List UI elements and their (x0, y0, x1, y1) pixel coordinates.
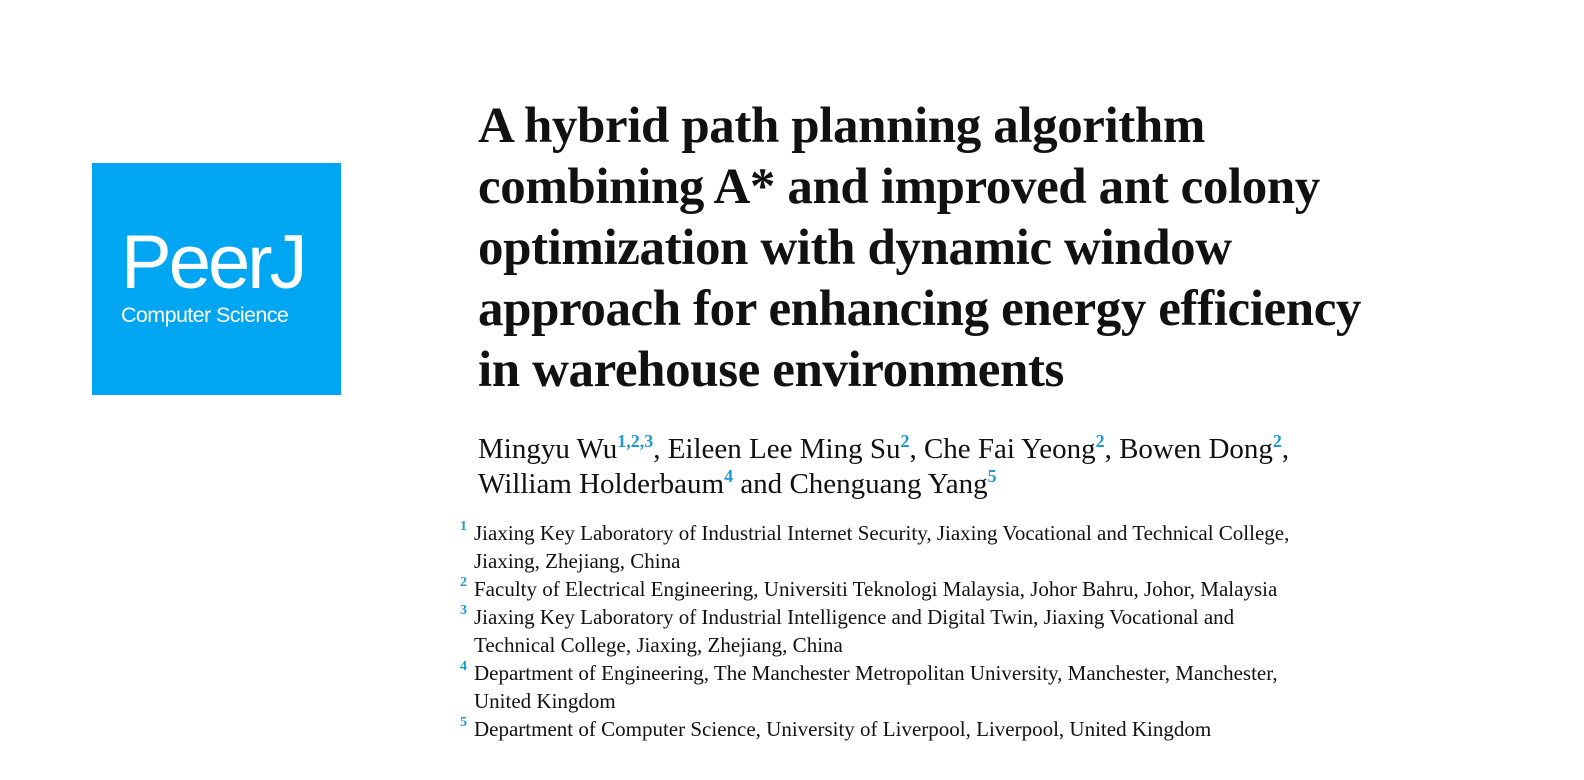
logo-wordmark: PeerJ (121, 220, 305, 305)
author-affil-marker[interactable]: 2 (1272, 430, 1282, 451)
author-separator: , (1281, 433, 1290, 465)
author-line (478, 432, 1478, 467)
author-affil-marker[interactable]: 5 (987, 465, 997, 486)
affiliation-text: Jiaxing, Zhejiang, China (474, 549, 681, 573)
author-affil-marker[interactable]: 2 (900, 430, 910, 451)
title-line: approach for enhancing energy efficiency (478, 281, 1362, 337)
author-name: William Holderbaum (478, 468, 725, 500)
author-separator: , (909, 433, 924, 465)
author-name: Chenguang Yang (789, 468, 988, 500)
author-list (478, 432, 1478, 502)
affiliation-item (460, 575, 1460, 603)
paper-title (478, 96, 1508, 401)
affiliation-number: 1 (460, 519, 467, 534)
logo-subtitle: Computer Science (121, 303, 289, 327)
affiliation-text: Faculty of Electrical Engineering, Universiti Teknologi Malaysia, Johor Bahru, Johor, Malaysia (474, 577, 1278, 601)
title-line: optimization with dynamic window (478, 220, 1232, 276)
affiliation-item (460, 659, 1460, 715)
journal-logo (92, 163, 341, 395)
affiliation-number: 3 (460, 603, 467, 618)
author-line (478, 467, 1478, 502)
affiliation-text: Jiaxing Key Laboratory of Industrial Intelligence and Digital Twin, Jiaxing Vocational and (474, 605, 1235, 629)
affiliation-number: 5 (460, 715, 467, 730)
author-separator: , (653, 433, 668, 465)
author-name: Mingyu Wu (478, 433, 618, 465)
author-name: Eileen Lee Ming Su (667, 433, 901, 465)
affiliation-list (460, 519, 1460, 743)
title-line: A hybrid path planning algorithm (478, 98, 1205, 154)
affiliation-text: Department of Engineering, The Manchester Metropolitan University, Manchester, Manchester, (474, 661, 1278, 685)
author-separator: and (733, 468, 790, 500)
author-affil-marker[interactable]: 4 (724, 465, 734, 486)
affiliation-text: United Kingdom (474, 689, 616, 713)
affiliation-item (460, 519, 1460, 575)
author-name: Bowen Dong (1119, 433, 1273, 465)
affiliation-number: 4 (460, 659, 467, 674)
affiliation-text: Technical College, Jiaxing, Zhejiang, China (474, 633, 843, 657)
title-line: in warehouse environments (478, 342, 1064, 398)
author-name: Che Fai Yeong (923, 433, 1096, 465)
author-separator: , (1104, 433, 1120, 465)
author-affil-marker[interactable]: 1,2,3 (617, 430, 654, 451)
author-affil-marker[interactable]: 2 (1095, 430, 1105, 451)
affiliation-text: Department of Computer Science, University of Liverpool, Liverpool, United Kingdom (474, 717, 1212, 741)
affiliation-text: Jiaxing Key Laboratory of Industrial Internet Security, Jiaxing Vocational and Technical College, (474, 521, 1290, 545)
title-line: combining A* and improved ant colony (478, 159, 1320, 215)
affiliation-number: 2 (460, 575, 467, 590)
affiliation-item (460, 603, 1460, 659)
affiliation-item (460, 715, 1460, 743)
